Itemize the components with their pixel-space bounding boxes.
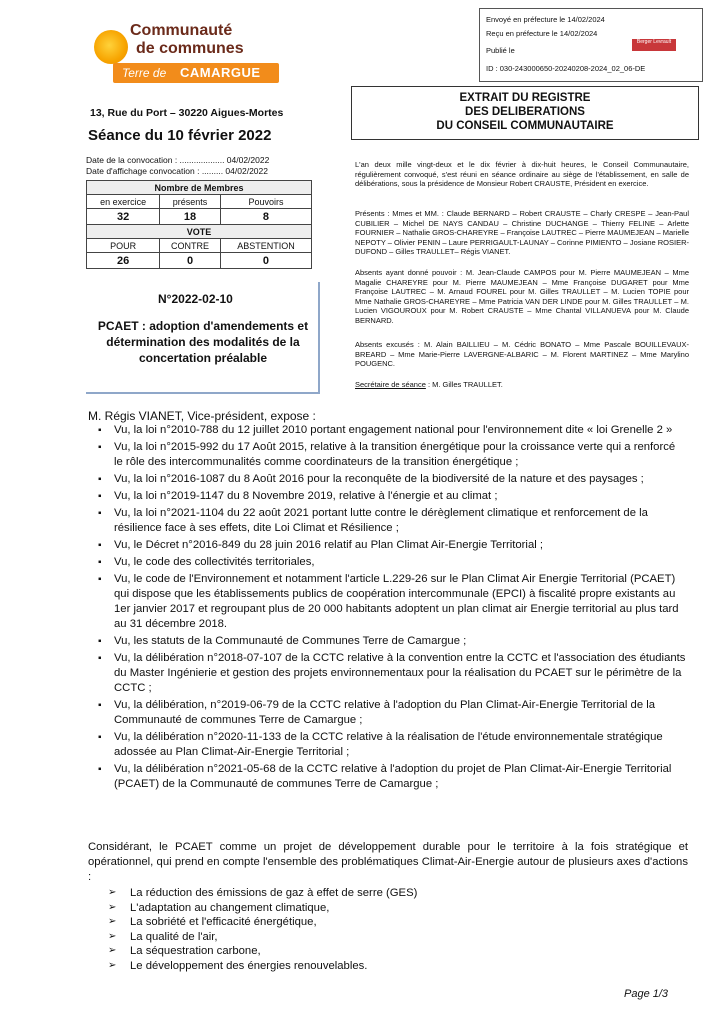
members-val: 18	[160, 209, 221, 225]
presents-list: Présents : Mmes et MM. : Claude BERNARD – Robert CRAUSTE – Charly CRESPE – Jean-Paul CUBILIER – Michel DE NAYS CANDAU – Christine DUCHANGE – Thierry FELINE – Arlette FOURNIER – Nathalie GROS-CHAREYRE – Françoise LAUTREC – Pierre MAUMEJEAN – Marielle NEPOTY – Olivier PENIN – Laure PERRIGAULT-LAUNAY – Corinne PIMIENTO – Josiane ROSIER-DUFOND – Gilles TRAULLET– Régis VIANET.	[355, 209, 690, 256]
vote-val: 26	[87, 253, 160, 269]
expose-line: M. Régis VIANET, Vice-président, expose :	[88, 409, 316, 423]
stamp-recu: Reçu en préfecture le 14/02/2024	[486, 29, 598, 38]
prefecture-stamp	[479, 8, 703, 82]
list-item: ▪ Vu, la délibération, n°2019-06-79 de la CCTC relative à l'adoption du Plan Climat-Air-Energie Territorial de la Communauté de communes Terre de Camargue ;	[96, 698, 686, 728]
logo-text-line1: Communauté	[130, 22, 233, 39]
considerant: Considérant, le PCAET comme un projet de développement durable pour le territoire à la fois stratégique et opérationnel, qui prend en compte l'ensemble des problématiques Climat-Air-Energie autour de plusieurs axes d'actions :	[88, 841, 688, 883]
register-line1: EXTRAIT DU REGISTRE	[459, 92, 591, 104]
vote-val: 0	[220, 253, 311, 269]
page-number: Page 1/3	[624, 988, 669, 1000]
stamp-id: ID : 030-243000650-20240208-2024_02_06-DE	[486, 64, 646, 73]
secretaire	[355, 380, 689, 390]
sun-logo-icon	[94, 30, 128, 64]
vote-col: CONTRE	[160, 239, 221, 253]
session-intro: L'an deux mille vingt-deux et le dix février à dix-huit heures, le Conseil Communautaire, régulièrement convoqué, s'est réuni en séance ordinaire au siège de l'établissement, en salle de délibérations, sous la présidence de Monsieur Robert CRAUSTE, Président en exercice.	[355, 160, 689, 188]
absents-pouvoir: Absents ayant donné pouvoir : M. Jean-Claude CAMPOS pour M. Pierre MAUMEJEAN – Mme Magalie CHAREYRE pour M. Pierre MAUMEJEAN – Mme Françoise DUGARET pour Mme Françoise LAUTREC – M. Arnaud FOUREL pour M. Gilles TRAULLET – M. Lucien TOPIE pour Mme Nathalie GROS-CHAREYRE – Mme Patricia VAN DER LINDE pour M. Gilles TRAULLET – M. Lucien VIGOUROUX pour M. Robert CRAUSTE – Mme Chantal VILLANUEVA pour M. Claude BERNARD.	[355, 268, 689, 325]
list-item: ➢ La réduction des émissions de gaz à effet de serre (GES)	[108, 886, 417, 901]
convocation-date: Date de la convocation : ................... 04/02/2022	[86, 155, 270, 165]
list-item: ➢ La qualité de l'air,	[108, 930, 417, 945]
list-item: ▪ Vu, la loi n°2015-992 du 17 Août 2015, relative à la transition énergétique pour la croissance verte qui a renforcé le rôle des intercommunalités comme coordinateurs de la transition énergétique ;	[96, 440, 686, 470]
list-item: ▪ Vu, la loi n°2021-1104 du 22 août 2021 portant lutte contre le dérèglement climatique et renforcement de la résilience face à ses effets, dite Loi Climat et Résilience ;	[96, 506, 686, 536]
stamp-publie: Publié le	[486, 46, 515, 55]
berger-levrault-badge: Berger Levrault	[632, 39, 676, 51]
decision-title: PCAET : adoption d'amendements et détermination des modalités de la concertation préalable	[97, 319, 309, 365]
vote-col: POUR	[87, 239, 160, 253]
list-item: ➢ L'adaptation au changement climatique,	[108, 901, 417, 916]
list-item: ▪ Vu, le code des collectivités territoriales,	[96, 555, 686, 570]
axes-list	[108, 886, 417, 974]
members-table	[86, 180, 312, 269]
affichage-date: Date d'affichage convocation : ......... 04/02/2022	[86, 166, 268, 176]
secretaire-name: : M. Gilles TRAULLET.	[425, 380, 503, 389]
list-item: ▪ Vu, la délibération n°2018-07-107 de la CCTC relative à la convention entre la CCTC et l'association des étudiants du Master Ingénierie et gestion des projets environnementaux pour la réalisation du PCAET sur le périmètre de la CCTC ;	[96, 651, 686, 696]
absents-excuses: Absents excusés : M. Alain BAILLIEU – M. Cédric BONATO – Mme Pascale BOUILLEVAUX-BREARD – Mme Marie-Pierre LAVERGNE-ALBARIC – M. Florent MARTINEZ – Mme Marylino POUGENC.	[355, 340, 689, 368]
members-col: en exercice	[87, 195, 160, 209]
logo-terre: Terre de	[122, 66, 167, 80]
logo-text-line2: de communes	[136, 40, 244, 57]
members-header: Nombre de Membres	[87, 181, 312, 195]
list-item: ▪ Vu, la loi n°2010-788 du 12 juillet 2010 portant engagement national pour l'environnement dite « loi Grenelle 2 »	[96, 423, 686, 438]
vote-col: ABSTENTION	[220, 239, 311, 253]
register-line2: DES DELIBERATIONS	[465, 106, 585, 118]
address: 13, Rue du Port – 30220 Aigues-Mortes	[90, 107, 284, 119]
vu-list	[96, 423, 686, 794]
list-item: ▪ Vu, la délibération n°2021-05-68 de la CCTC relative à l'adoption du projet de Plan Climat-Air-Energie Territorial (PCAET) de la Communauté de communes Terre de Camargue ;	[96, 762, 686, 792]
members-col: présents	[160, 195, 221, 209]
stamp-envoye: Envoyé en préfecture le 14/02/2024	[486, 15, 605, 24]
vote-header: VOTE	[87, 225, 312, 239]
seance-date: Séance du 10 février 2022	[88, 127, 272, 144]
list-item: ➢ La sobriété et l'efficacité énergétique,	[108, 915, 417, 930]
list-item: ▪ Vu, la délibération n°2020-11-133 de la CCTC relative à la réalisation de l'étude environnementale stratégique adossée au Plan Climat-Air-Energie Territorial ;	[96, 730, 686, 760]
list-item: ➢ La séquestration carbone,	[108, 944, 417, 959]
list-item: ▪ Vu, les statuts de la Communauté de Communes Terre de Camargue ;	[96, 634, 686, 649]
list-item: ▪ Vu, la loi n°2019-1147 du 8 Novembre 2019, relative à l'énergie et au climat ;	[96, 489, 686, 504]
members-val: 32	[87, 209, 160, 225]
logo-camargue: CAMARGUE	[180, 65, 261, 80]
list-item: ▪ Vu, le Décret n°2016-849 du 28 juin 2016 relatif au Plan Climat Air-Energie Territorial ;	[96, 538, 686, 553]
list-item: ▪ Vu, la loi n°2016-1087 du 8 Août 2016 pour la reconquête de la biodiversité de la nature et des paysages ;	[96, 472, 686, 487]
list-item: ➢ Le développement des énergies renouvelables.	[108, 959, 417, 974]
decision-number: N°2022-02-10	[158, 292, 233, 306]
secretaire-label: Secrétaire de séance	[355, 380, 426, 389]
members-col: Pouvoirs	[220, 195, 311, 209]
register-line3: DU CONSEIL COMMUNAUTAIRE	[436, 120, 614, 132]
list-item: ▪ Vu, le code de l'Environnement et notamment l'article L.229-26 sur le Plan Climat Air Energie Territorial (PCAET) qui dispose que les établissements publics de coopération intercommunale (EPCI) à fiscalité propre existants au 1er janvier 2017 et regroupant plus de 20 000 habitants adoptent un plan climat air Energie territorial au plus tard au 31 décembre 2018.	[96, 572, 686, 632]
members-val: 8	[220, 209, 311, 225]
vote-val: 0	[160, 253, 221, 269]
register-title	[351, 86, 699, 140]
